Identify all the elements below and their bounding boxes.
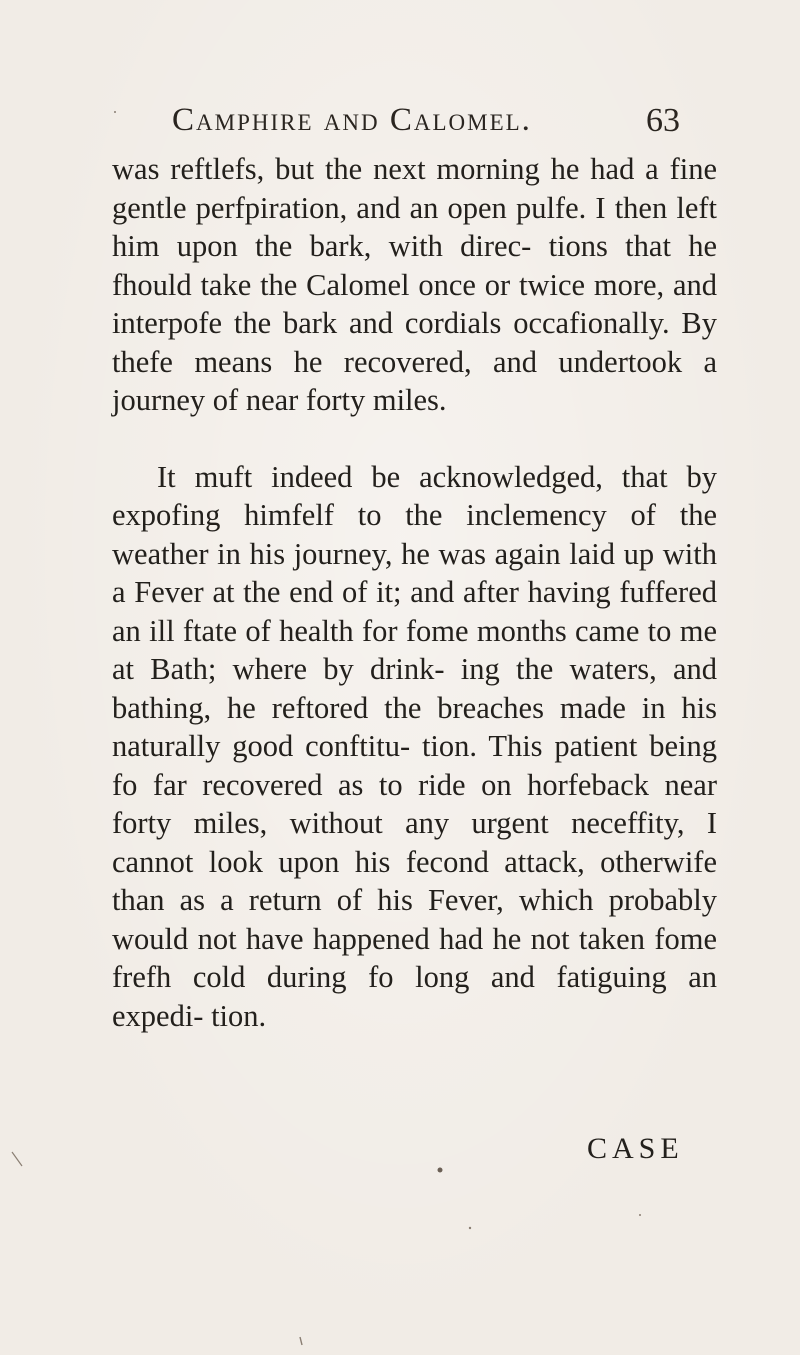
paragraph: It muft indeed be acknowledged, that by expofing himfelf to the inclemency of the weather in his journey, he was again laid up with a Fever at the end of it; and after having fuffered an ill ftate of health for fome months came to me at Bath; where by drink- ing the waters, and bathing, he reftored the breaches made in his naturally good conftitu- tion. This patient being fo far recovered as to ride on horfeback near forty miles, without any urgent neceffity, I cannot look upon his fecond attack, otherwife than as a return of his Fever, which probably would not have happened had he not taken fome frefh cold during fo long and fatiguing an expedi- tion. xyxy=(112,459,717,1033)
running-head-title: Camphire and Calomel. xyxy=(172,102,532,138)
body-text xyxy=(112,150,717,1035)
running-head xyxy=(160,102,680,142)
paragraph-continuation: was reftlefs, but the next morning he had a fine gentle perfpiration, and an open pulfe. I then left him upon the bark, with direc- tions that he fhould take the Calomel once or twice more, and interpofe the bark and cordials occafionally. By thefe means he recovered, and undertook a journey of near forty miles. xyxy=(112,152,717,417)
catchword: CASE xyxy=(587,1132,684,1165)
page-number: 63 xyxy=(646,102,680,139)
